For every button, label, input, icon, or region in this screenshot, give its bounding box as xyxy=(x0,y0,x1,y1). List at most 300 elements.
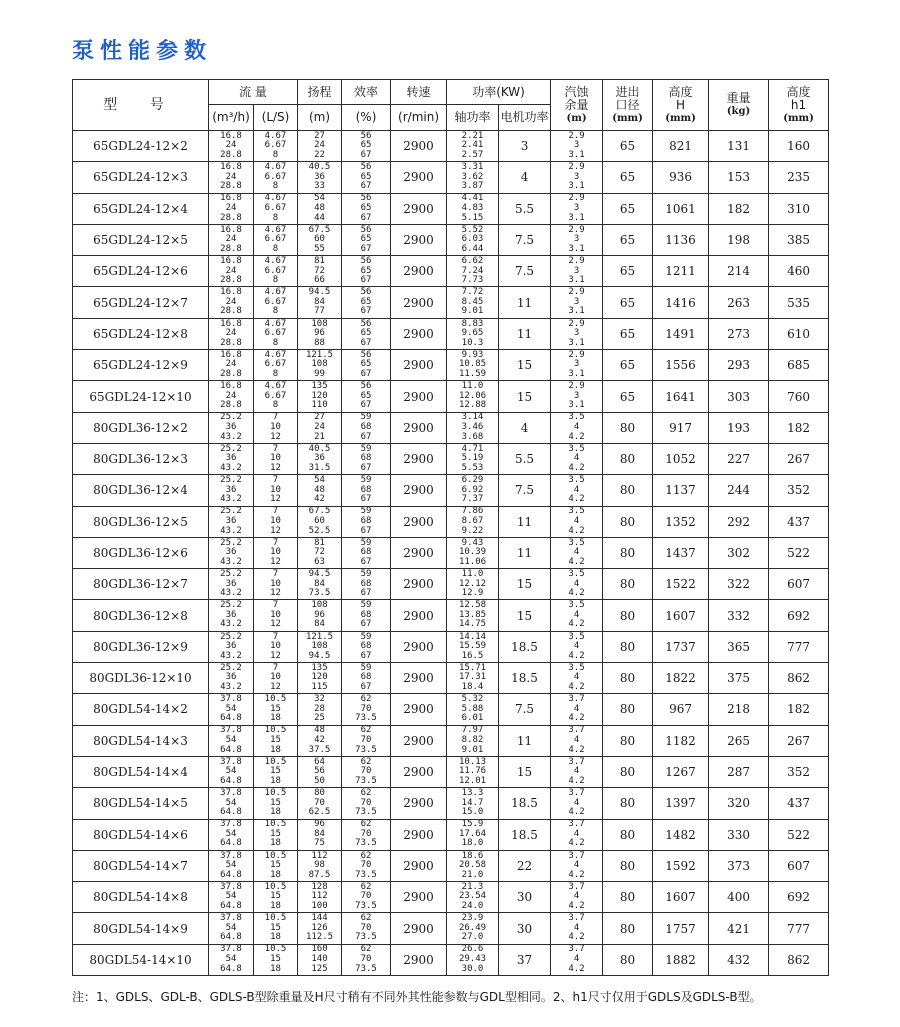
flow-ls-cell-value: 7 xyxy=(272,475,279,486)
flow-ls-cell xyxy=(254,350,298,381)
head-cell xyxy=(298,850,342,881)
head-cell-value: 121.5 xyxy=(305,631,334,642)
npsh-cell-value: 4 xyxy=(573,797,580,808)
weight-cell: 365 xyxy=(709,631,769,662)
efficiency-cell-value: 67 xyxy=(360,494,372,505)
efficiency-cell-value: 70 xyxy=(360,766,372,777)
head-cell-value: 21 xyxy=(314,431,325,442)
head-cell xyxy=(298,193,342,224)
table-row xyxy=(73,193,829,224)
shaft-power-cell-value: 2.41 xyxy=(461,140,484,151)
npsh-header-unit: (m) xyxy=(566,112,587,124)
model-cell: 80GDL36-12×3 xyxy=(73,443,209,474)
height-h-cell: 1607 xyxy=(653,600,709,631)
shaft-power-cell-value: 9.65 xyxy=(461,328,484,339)
head-cell-value: 42 xyxy=(314,494,325,505)
shaft-power-cell xyxy=(447,631,499,662)
motor-power-cell: 11 xyxy=(499,725,551,756)
inlet-cell: 65 xyxy=(603,224,653,255)
flow-unit-ls: (L/S) xyxy=(254,105,298,131)
flow-ls-cell xyxy=(254,944,298,975)
weight-cell: 302 xyxy=(709,537,769,568)
npsh-cell-value: 4 xyxy=(573,828,580,839)
height-h-cell: 1822 xyxy=(653,663,709,694)
shaft-power-cell xyxy=(447,193,499,224)
efficiency-cell-value: 70 xyxy=(360,703,372,714)
inlet-header xyxy=(603,80,653,131)
efficiency-unit: (%) xyxy=(342,105,391,131)
motor-power-cell: 7.5 xyxy=(499,256,551,287)
flow-ls-cell-value: 4.67 xyxy=(264,381,287,392)
model-cell: 65GDL24-12×8 xyxy=(73,318,209,349)
head-cell-value: 121.5 xyxy=(305,349,334,360)
height-h1-cell: 692 xyxy=(769,882,829,913)
table-row xyxy=(73,412,829,443)
flow-ls-cell-value: 6.67 xyxy=(264,296,287,307)
height-h1-header xyxy=(769,80,829,131)
flow-ls-cell-value: 7 xyxy=(272,631,279,642)
efficiency-cell-value: 67 xyxy=(360,337,372,348)
shaft-power-cell-value: 7.72 xyxy=(461,287,484,298)
model-cell: 80GDL54-14×6 xyxy=(73,819,209,850)
page-title: 泵性能参数 xyxy=(72,39,213,64)
table-row xyxy=(73,256,829,287)
efficiency-header: 效率 xyxy=(342,80,391,105)
flow-m3h-cell-value: 16.8 xyxy=(220,381,242,392)
height-h-cell: 936 xyxy=(653,162,709,193)
head-cell-value: 22 xyxy=(314,149,325,160)
height-h-cell: 1522 xyxy=(653,569,709,600)
speed-unit: (r/min) xyxy=(391,105,447,131)
model-cell: 65GDL24-12×2 xyxy=(73,131,209,162)
flow-m3h-cell-value: 43.2 xyxy=(220,494,242,505)
table-row xyxy=(73,287,829,318)
flow-m3h-cell-value: 36 xyxy=(225,515,237,526)
npsh-cell-value: 3 xyxy=(573,202,580,213)
speed-cell: 2900 xyxy=(391,443,447,474)
speed-cell: 2900 xyxy=(391,256,447,287)
flow-ls-cell xyxy=(254,756,298,787)
height-h-header xyxy=(653,80,709,131)
flow-ls-cell-value: 15 xyxy=(270,891,281,902)
efficiency-cell xyxy=(342,350,391,381)
flow-m3h-cell-value: 37.8 xyxy=(220,944,242,955)
inlet-cell: 80 xyxy=(603,788,653,819)
flow-m3h-cell xyxy=(209,193,254,224)
npsh-cell-value: 3.1 xyxy=(568,243,585,254)
speed-cell: 2900 xyxy=(391,631,447,662)
efficiency-cell xyxy=(342,224,391,255)
efficiency-cell-value: 68 xyxy=(360,453,372,464)
efficiency-cell-value: 59 xyxy=(360,443,372,454)
flow-ls-cell-value: 10.5 xyxy=(264,725,287,736)
head-cell-value: 120 xyxy=(311,390,328,401)
head-cell xyxy=(298,287,342,318)
motor-power-cell: 18.5 xyxy=(499,819,551,850)
flow-m3h-cell-value: 54 xyxy=(225,860,237,871)
height-h-cell: 1607 xyxy=(653,882,709,913)
flow-m3h-cell xyxy=(209,882,254,913)
flow-ls-cell xyxy=(254,882,298,913)
height-h1-cell: 182 xyxy=(769,694,829,725)
head-cell xyxy=(298,131,342,162)
motor-power-cell: 11 xyxy=(499,506,551,537)
table-row xyxy=(73,506,829,537)
npsh-cell-value: 3.5 xyxy=(568,537,585,548)
flow-ls-cell-value: 10.5 xyxy=(264,881,287,892)
flow-m3h-cell-value: 36 xyxy=(225,609,237,620)
shaft-power-cell-value: 8.67 xyxy=(461,515,484,526)
flow-m3h-cell-value: 43.2 xyxy=(220,431,242,442)
shaft-power-cell-value: 18.6 xyxy=(461,850,484,861)
inlet-cell: 65 xyxy=(603,256,653,287)
head-cell-value: 72 xyxy=(314,547,325,558)
npsh-cell xyxy=(551,819,603,850)
flow-ls-cell xyxy=(254,443,298,474)
flow-ls-cell-value: 10.5 xyxy=(264,913,287,924)
shaft-power-cell-value: 30.0 xyxy=(461,963,484,974)
head-header: 扬程 xyxy=(298,80,342,105)
efficiency-cell-value: 73.5 xyxy=(355,744,377,755)
efficiency-cell-value: 62 xyxy=(360,850,372,861)
head-cell xyxy=(298,350,342,381)
flow-m3h-cell xyxy=(209,162,254,193)
shaft-power-cell-value: 5.88 xyxy=(461,703,484,714)
shaft-power-cell xyxy=(447,162,499,193)
model-cell: 65GDL24-12×10 xyxy=(73,381,209,412)
flow-m3h-cell-value: 64.8 xyxy=(220,963,242,974)
inlet-cell: 65 xyxy=(603,350,653,381)
flow-m3h-cell-value: 43.2 xyxy=(220,619,242,630)
flow-ls-cell-value: 12 xyxy=(270,556,281,567)
npsh-cell-value: 4.2 xyxy=(568,869,585,880)
flow-ls-cell-value: 15 xyxy=(270,703,281,714)
head-cell xyxy=(298,318,342,349)
flow-m3h-cell xyxy=(209,631,254,662)
head-cell-value: 112 xyxy=(311,850,328,861)
head-cell-value: 135 xyxy=(311,381,328,392)
efficiency-cell xyxy=(342,318,391,349)
model-cell: 80GDL36-12×8 xyxy=(73,600,209,631)
flow-m3h-cell-value: 37.8 xyxy=(220,913,242,924)
flow-m3h-cell-value: 24 xyxy=(225,296,237,307)
height-h1-cell: 235 xyxy=(769,162,829,193)
npsh-cell xyxy=(551,350,603,381)
height-h1-cell: 352 xyxy=(769,756,829,787)
shaft-power-cell xyxy=(447,475,499,506)
model-cell: 80GDL54-14×7 xyxy=(73,850,209,881)
height-h1-header-unit: (mm) xyxy=(783,112,814,124)
efficiency-cell-value: 73.5 xyxy=(355,932,377,943)
npsh-cell-value: 3.7 xyxy=(568,944,585,955)
flow-m3h-cell-value: 54 xyxy=(225,766,237,777)
speed-cell: 2900 xyxy=(391,287,447,318)
weight-cell: 214 xyxy=(709,256,769,287)
height-h1-cell: 267 xyxy=(769,725,829,756)
flow-m3h-cell xyxy=(209,381,254,412)
npsh-cell-value: 3 xyxy=(573,296,580,307)
weight-cell: 332 xyxy=(709,600,769,631)
height-h-cell: 1556 xyxy=(653,350,709,381)
npsh-cell-value: 3.5 xyxy=(568,475,585,486)
weight-cell: 265 xyxy=(709,725,769,756)
height-h-cell: 1136 xyxy=(653,224,709,255)
weight-cell: 153 xyxy=(709,162,769,193)
efficiency-cell-value: 65 xyxy=(360,234,372,245)
speed-cell: 2900 xyxy=(391,663,447,694)
head-cell-value: 36 xyxy=(314,453,325,464)
flow-m3h-cell-value: 37.8 xyxy=(220,725,242,736)
flow-m3h-cell-value: 37.8 xyxy=(220,819,242,830)
motor-power-cell: 22 xyxy=(499,850,551,881)
efficiency-cell-value: 56 xyxy=(360,162,372,173)
efficiency-cell-value: 73.5 xyxy=(355,807,377,818)
head-cell xyxy=(298,725,342,756)
height-h1-header-line1: 高度 xyxy=(786,84,811,99)
flow-ls-cell xyxy=(254,193,298,224)
flow-m3h-cell-value: 54 xyxy=(225,797,237,808)
head-cell-value: 55 xyxy=(314,243,325,254)
flow-m3h-cell-value: 64.8 xyxy=(220,713,242,724)
efficiency-cell-value: 70 xyxy=(360,922,372,933)
npsh-cell-value: 3.1 xyxy=(568,337,585,348)
npsh-header-line2: 余量 xyxy=(564,97,589,112)
shaft-power-cell-value: 9.01 xyxy=(461,306,484,317)
height-h1-header-line2: h1 xyxy=(790,97,807,112)
flow-m3h-cell-value: 25.2 xyxy=(220,475,242,486)
shaft-power-cell-value: 8.45 xyxy=(461,296,484,307)
efficiency-cell xyxy=(342,631,391,662)
shaft-power-cell-value: 10.13 xyxy=(458,756,487,767)
flow-ls-cell xyxy=(254,224,298,255)
shaft-power-cell-value: 7.24 xyxy=(461,265,484,276)
weight-header xyxy=(709,80,769,131)
npsh-cell-value: 2.9 xyxy=(568,162,585,173)
table-row xyxy=(73,663,829,694)
head-cell xyxy=(298,256,342,287)
head-cell-value: 32 xyxy=(314,694,325,705)
shaft-power-cell-value: 4.83 xyxy=(461,202,484,213)
weight-cell: 263 xyxy=(709,287,769,318)
flow-m3h-cell-value: 25.2 xyxy=(220,412,242,423)
motor-power-cell: 15 xyxy=(499,569,551,600)
flow-m3h-cell-value: 16.8 xyxy=(220,224,242,235)
head-cell-value: 80 xyxy=(314,787,325,798)
inlet-cell: 80 xyxy=(603,443,653,474)
npsh-cell-value: 3.7 xyxy=(568,819,585,830)
npsh-cell-value: 4.2 xyxy=(568,588,585,599)
head-cell-value: 25 xyxy=(314,713,325,724)
table-body xyxy=(73,131,829,976)
head-cell-value: 96 xyxy=(314,328,325,339)
efficiency-cell-value: 56 xyxy=(360,287,372,298)
head-cell xyxy=(298,944,342,975)
shaft-power-cell-value: 7.86 xyxy=(461,506,484,517)
motor-power-cell: 4 xyxy=(499,412,551,443)
inlet-cell: 80 xyxy=(603,882,653,913)
flow-m3h-cell-value: 16.8 xyxy=(220,193,242,204)
power-header: 功率(KW) xyxy=(447,80,551,105)
speed-cell: 2900 xyxy=(391,506,447,537)
head-cell-value: 73.5 xyxy=(308,588,331,599)
flow-m3h-cell xyxy=(209,131,254,162)
model-cell: 80GDL36-12×5 xyxy=(73,506,209,537)
height-h-header-unit: (mm) xyxy=(665,112,696,124)
shaft-power-cell-value: 7.97 xyxy=(461,725,484,736)
npsh-cell-value: 2.9 xyxy=(568,130,585,141)
npsh-cell-value: 4.2 xyxy=(568,775,585,786)
head-cell-value: 96 xyxy=(314,819,325,830)
flow-ls-cell-value: 8 xyxy=(272,181,279,192)
model-cell: 80GDL36-12×4 xyxy=(73,475,209,506)
motor-power-cell: 11 xyxy=(499,287,551,318)
flow-ls-cell xyxy=(254,569,298,600)
height-h-cell: 1052 xyxy=(653,443,709,474)
model-cell: 80GDL36-12×7 xyxy=(73,569,209,600)
head-cell-value: 126 xyxy=(311,922,328,933)
height-h-header-line2: H xyxy=(676,97,686,112)
efficiency-cell-value: 67 xyxy=(360,588,372,599)
flow-ls-cell xyxy=(254,131,298,162)
head-cell xyxy=(298,569,342,600)
head-cell-value: 28 xyxy=(314,703,325,714)
efficiency-cell-value: 68 xyxy=(360,609,372,620)
flow-m3h-cell xyxy=(209,694,254,725)
shaft-power-cell-value: 15.59 xyxy=(458,641,487,652)
head-cell-value: 36 xyxy=(314,171,325,182)
height-h-cell: 1641 xyxy=(653,381,709,412)
npsh-cell-value: 3.1 xyxy=(568,369,585,380)
head-cell-value: 100 xyxy=(311,901,328,912)
npsh-cell-value: 4.2 xyxy=(568,681,585,692)
npsh-cell-value: 4.2 xyxy=(568,744,585,755)
npsh-cell xyxy=(551,569,603,600)
efficiency-cell-value: 70 xyxy=(360,860,372,871)
efficiency-cell xyxy=(342,913,391,944)
table-row xyxy=(73,756,829,787)
model-cell: 80GDL54-14×3 xyxy=(73,725,209,756)
height-h1-cell: 352 xyxy=(769,475,829,506)
shaft-power-cell-value: 18.0 xyxy=(461,838,484,849)
flow-ls-cell-value: 10.5 xyxy=(264,944,287,955)
npsh-cell-value: 4 xyxy=(573,547,580,558)
head-cell-value: 112.5 xyxy=(305,932,334,943)
weight-cell: 432 xyxy=(709,944,769,975)
shaft-power-cell xyxy=(447,600,499,631)
head-cell xyxy=(298,882,342,913)
flow-ls-cell-value: 12 xyxy=(270,588,281,599)
flow-m3h-cell-value: 24 xyxy=(225,234,237,245)
efficiency-cell-value: 59 xyxy=(360,537,372,548)
shaft-power-cell-value: 11.0 xyxy=(461,568,484,579)
shaft-power-cell-value: 7.73 xyxy=(461,275,484,286)
flow-m3h-cell-value: 16.8 xyxy=(220,255,242,266)
shaft-power-cell xyxy=(447,318,499,349)
motor-power-cell: 11 xyxy=(499,537,551,568)
speed-cell: 2900 xyxy=(391,381,447,412)
npsh-cell-value: 4.2 xyxy=(568,462,585,473)
flow-m3h-cell xyxy=(209,788,254,819)
motor-power-cell: 7.5 xyxy=(499,694,551,725)
efficiency-cell-value: 73.5 xyxy=(355,963,377,974)
flow-ls-cell-value: 4.67 xyxy=(264,318,287,329)
head-cell-value: 48 xyxy=(314,484,325,495)
weight-cell: 293 xyxy=(709,350,769,381)
flow-ls-cell-value: 12 xyxy=(270,650,281,661)
inlet-cell: 80 xyxy=(603,412,653,443)
head-cell-value: 62.5 xyxy=(308,807,331,818)
npsh-cell-value: 3.5 xyxy=(568,443,585,454)
model-cell: 65GDL24-12×3 xyxy=(73,162,209,193)
efficiency-cell-value: 68 xyxy=(360,672,372,683)
height-h-cell: 967 xyxy=(653,694,709,725)
height-h-cell: 1482 xyxy=(653,819,709,850)
inlet-cell: 80 xyxy=(603,600,653,631)
efficiency-cell-value: 65 xyxy=(360,171,372,182)
shaft-power-cell-value: 6.62 xyxy=(461,255,484,266)
npsh-cell-value: 4.2 xyxy=(568,650,585,661)
npsh-cell-value: 3.1 xyxy=(568,275,585,286)
shaft-power-cell xyxy=(447,694,499,725)
flow-ls-cell-value: 7 xyxy=(272,537,279,548)
flow-ls-cell xyxy=(254,788,298,819)
flow-ls-cell xyxy=(254,381,298,412)
table-row xyxy=(73,443,829,474)
flow-m3h-cell-value: 37.8 xyxy=(220,850,242,861)
efficiency-cell-value: 67 xyxy=(360,556,372,567)
npsh-cell-value: 2.9 xyxy=(568,349,585,360)
head-cell-value: 44 xyxy=(314,212,325,223)
efficiency-cell-value: 70 xyxy=(360,954,372,965)
motor-power-header: 电机功率 xyxy=(499,105,551,131)
efficiency-cell xyxy=(342,475,391,506)
head-cell xyxy=(298,694,342,725)
flow-m3h-cell-value: 25.2 xyxy=(220,662,242,673)
flow-m3h-cell xyxy=(209,287,254,318)
weight-cell: 292 xyxy=(709,506,769,537)
flow-m3h-cell-value: 37.8 xyxy=(220,787,242,798)
head-cell-value: 135 xyxy=(311,662,328,673)
flow-m3h-cell-value: 43.2 xyxy=(220,462,242,473)
flow-ls-cell-value: 6.67 xyxy=(264,359,287,370)
head-cell-value: 115 xyxy=(311,681,328,692)
table-row xyxy=(73,381,829,412)
motor-power-cell: 18.5 xyxy=(499,631,551,662)
shaft-power-header: 轴功率 xyxy=(447,105,499,131)
flow-m3h-cell-value: 54 xyxy=(225,954,237,965)
shaft-power-cell xyxy=(447,506,499,537)
speed-cell: 2900 xyxy=(391,224,447,255)
npsh-cell xyxy=(551,475,603,506)
efficiency-cell xyxy=(342,725,391,756)
head-cell-value: 120 xyxy=(311,672,328,683)
flow-ls-cell-value: 10.5 xyxy=(264,787,287,798)
speed-cell: 2900 xyxy=(391,318,447,349)
height-h1-cell: 777 xyxy=(769,913,829,944)
weight-cell: 320 xyxy=(709,788,769,819)
inlet-cell: 80 xyxy=(603,631,653,662)
shaft-power-cell-value: 15.71 xyxy=(458,662,487,673)
npsh-cell-value: 4.2 xyxy=(568,807,585,818)
shaft-power-cell-value: 9.22 xyxy=(461,525,484,536)
flow-m3h-cell-value: 43.2 xyxy=(220,681,242,692)
speed-cell: 2900 xyxy=(391,600,447,631)
shaft-power-cell-value: 17.31 xyxy=(458,672,487,683)
flow-ls-cell xyxy=(254,725,298,756)
efficiency-cell xyxy=(342,506,391,537)
table-row xyxy=(73,725,829,756)
head-cell-value: 37.5 xyxy=(308,744,331,755)
